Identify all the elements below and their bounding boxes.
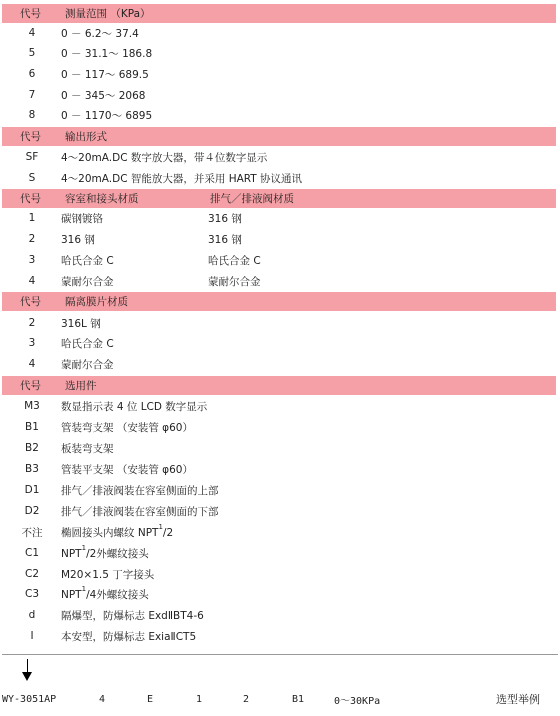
row-desc: 本安型，防爆标志 ExiaⅡCT5 <box>61 630 197 643</box>
row-desc: 隔爆型，防爆标志 ExdⅡBT4-6 <box>61 609 204 622</box>
example-material: 1 <box>196 693 203 705</box>
row-code: C2 <box>24 568 39 580</box>
example-diaphragm: 2 <box>243 693 250 705</box>
row-code: D2 <box>24 505 40 517</box>
row-desc-text: NPT <box>61 547 82 560</box>
row-code: M3 <box>24 400 40 412</box>
table-row <box>0 605 560 625</box>
row-desc <box>61 584 149 602</box>
row-code: SF <box>25 151 39 163</box>
table-row <box>0 564 560 584</box>
row-desc-tail: /4外螺纹接头 <box>86 588 149 601</box>
row-desc: 0 － 6.2～ 37.4 <box>61 27 139 40</box>
table-row <box>0 438 560 458</box>
table-row <box>0 626 560 646</box>
row-code: 8 <box>28 109 36 121</box>
table-row <box>0 208 560 228</box>
table-row <box>0 459 560 479</box>
table-row <box>0 43 560 63</box>
row-code: 4 <box>28 27 36 39</box>
section-header-options <box>2 376 556 395</box>
row-desc: 0 － 117～ 689.5 <box>61 68 149 81</box>
table-row <box>0 522 560 542</box>
row-desc: 数显指示表 4 位 LCD 数字显示 <box>61 400 208 413</box>
row-code: B1 <box>25 421 39 433</box>
row-desc: 316L 钢 <box>61 317 101 330</box>
header-title-2: 排气／排液阀材质 <box>210 193 294 205</box>
row-code: 1 <box>28 212 36 224</box>
table-row <box>0 333 560 353</box>
row-code: 3 <box>28 337 36 349</box>
section-header-range <box>2 4 556 23</box>
example-label: 选型举例 <box>496 693 540 706</box>
row-desc: 板装弯支架 <box>61 442 114 455</box>
row-desc: M20×1.5 丁字接头 <box>61 568 155 581</box>
row-code: B2 <box>25 442 39 454</box>
table-row <box>0 396 560 416</box>
row-desc: 4～20mA.DC 智能放大器，并采用 HART 协议通讯 <box>61 172 303 185</box>
down-arrow-head-icon <box>22 672 32 681</box>
row-desc-tail: /2外螺纹接头 <box>86 547 149 560</box>
row-desc: 蒙耐尔合金 <box>61 275 114 288</box>
section-header-diaphragm <box>2 292 556 311</box>
row-desc: 管装弯支架 （安装管 φ60） <box>61 421 193 434</box>
row-desc: 0 － 31.1～ 186.8 <box>61 47 153 60</box>
row-desc-2: 哈氏合金 C <box>208 254 261 267</box>
header-title: 隔离膜片材质 <box>65 296 128 308</box>
example-range: 4 <box>99 693 106 705</box>
row-desc-2: 蒙耐尔合金 <box>208 275 261 288</box>
row-desc: 4～20mA.DC 数字放大器，带４位数字显示 <box>61 151 268 164</box>
row-desc-tail: /2 <box>162 526 174 539</box>
row-desc <box>61 543 149 561</box>
row-desc: 碳钢镀铬 <box>61 212 103 225</box>
row-code: 6 <box>28 68 36 80</box>
table-row <box>0 105 560 125</box>
header-title: 选用件 <box>65 380 97 392</box>
row-desc: 哈氏合金 C <box>61 254 114 267</box>
table-row <box>0 584 560 604</box>
row-desc-sup: 1 <box>158 522 163 531</box>
row-code: 5 <box>28 47 36 59</box>
row-desc: 管装平支架 （安装管 φ60） <box>61 463 193 476</box>
table-row <box>0 480 560 500</box>
table-row <box>0 250 560 270</box>
table-row <box>0 354 560 374</box>
row-desc: 排气／排液阀装在容室侧面的上部 <box>61 484 219 497</box>
row-code: 不注 <box>21 526 43 539</box>
table-row <box>0 543 560 563</box>
header-code: 代号 <box>20 8 41 20</box>
table-row <box>0 229 560 249</box>
row-desc-text: 椭圆接头内螺纹 NPT <box>61 526 159 539</box>
header-code: 代号 <box>20 380 41 392</box>
section-header-material <box>2 189 556 208</box>
row-code: C1 <box>24 547 39 559</box>
row-desc-text: NPT <box>61 588 82 601</box>
table-row <box>0 501 560 521</box>
header-code: 代号 <box>20 131 41 143</box>
table-row <box>0 23 560 43</box>
row-code: S <box>28 172 36 184</box>
header-code: 代号 <box>20 193 41 205</box>
table-row <box>0 271 560 291</box>
table-row <box>0 417 560 437</box>
example-model: WY-3051AP <box>2 693 57 705</box>
header-code: 代号 <box>20 296 41 308</box>
divider-line <box>2 654 558 655</box>
row-desc: 0 － 1170～ 6895 <box>61 109 153 122</box>
row-desc: 0 － 345～ 2068 <box>61 89 146 102</box>
row-desc: 蒙耐尔合金 <box>61 358 114 371</box>
table-row <box>0 313 560 333</box>
row-code: C3 <box>24 588 39 600</box>
header-title: 测量范围 （KPa） <box>65 8 151 20</box>
row-code: 4 <box>28 275 36 287</box>
row-code: d <box>28 609 36 621</box>
row-desc: 哈氏合金 C <box>61 337 114 350</box>
row-desc: 排气／排液阀装在容室侧面的下部 <box>61 505 219 518</box>
row-desc-2: 316 钢 <box>208 212 242 225</box>
row-code: I <box>30 630 34 642</box>
row-code: 4 <box>28 358 36 370</box>
row-desc-2: 316 钢 <box>208 233 242 246</box>
header-title: 输出形式 <box>65 131 107 143</box>
table-row <box>0 64 560 84</box>
row-code: 2 <box>28 317 36 329</box>
example-output: E <box>147 693 154 705</box>
example-span: 0～30KPa <box>334 695 381 707</box>
row-code: B3 <box>25 463 39 475</box>
header-title: 容室和接头材质 <box>65 193 139 205</box>
row-code: 2 <box>28 233 36 245</box>
row-code: 7 <box>28 89 36 101</box>
row-desc-sup: 1 <box>81 584 87 593</box>
section-header-output <box>2 127 556 146</box>
row-code: 3 <box>28 254 36 266</box>
example-option: B1 <box>292 693 305 705</box>
table-row <box>0 147 560 167</box>
row-code: D1 <box>24 484 40 496</box>
row-desc <box>61 522 174 540</box>
row-desc-sup: 1 <box>81 543 87 552</box>
table-row <box>0 168 560 188</box>
table-row <box>0 85 560 105</box>
row-desc: 316 钢 <box>61 233 95 246</box>
